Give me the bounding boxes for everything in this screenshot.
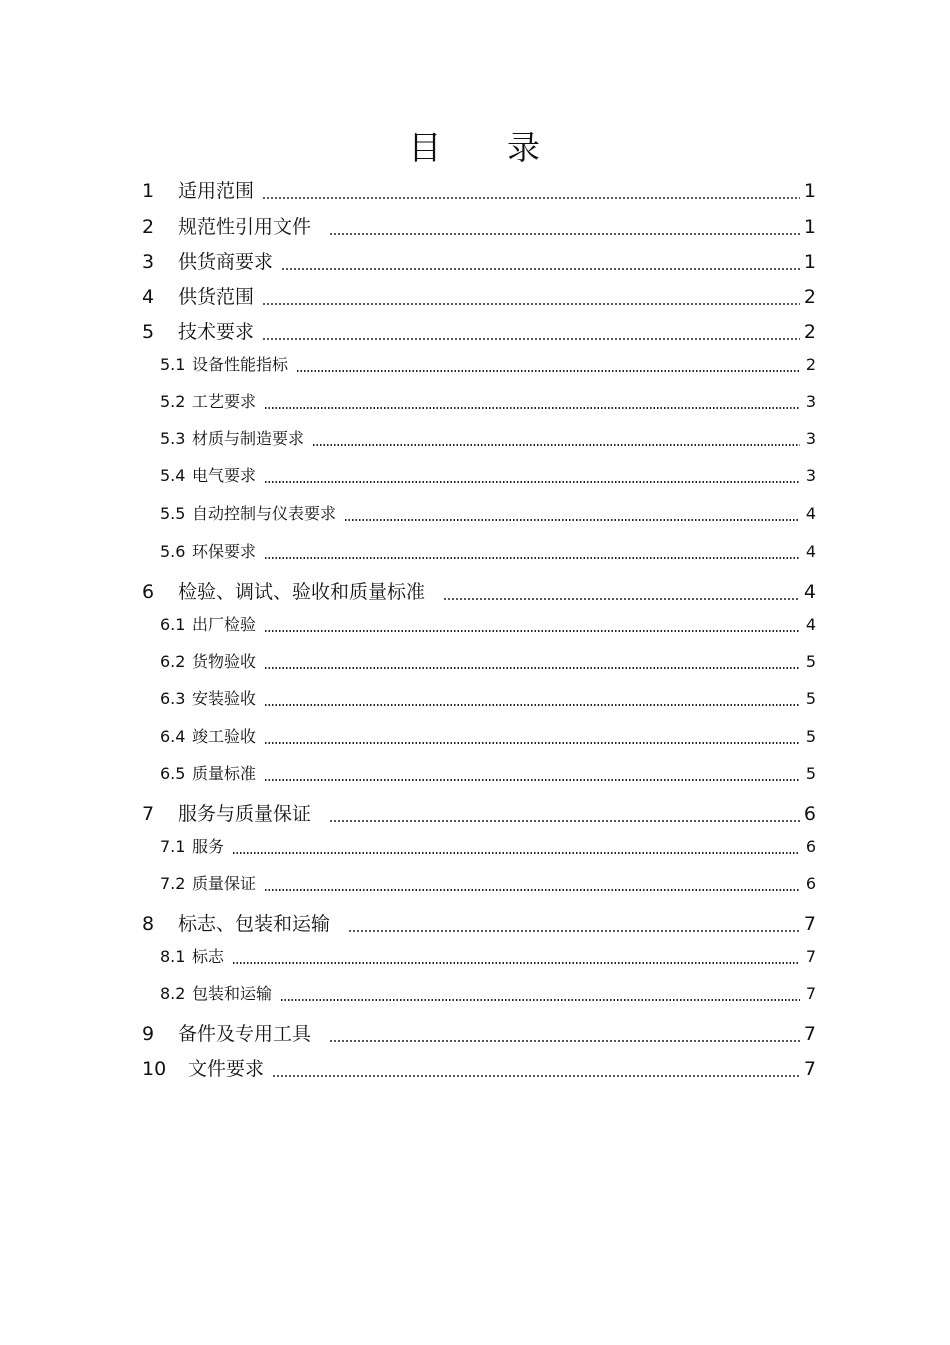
toc-leader-dots — [348, 930, 800, 932]
toc-entry-label: 设备性能指标 — [192, 355, 289, 374]
toc-entry[interactable] — [160, 426, 816, 449]
toc-entry-label: 备件及专用工具 — [178, 1023, 312, 1045]
toc-entry-number: 7.2 — [160, 874, 186, 893]
toc-entry-label: 安装验收 — [192, 689, 257, 708]
toc-leader-dots — [232, 962, 800, 964]
toc-entry[interactable] — [160, 501, 816, 524]
toc-entry[interactable] — [160, 389, 816, 412]
toc-entry-number: 6.4 — [160, 727, 186, 746]
toc-entry-label: 规范性引用文件 — [178, 216, 312, 238]
toc-entry[interactable] — [142, 1054, 816, 1081]
toc-entry-page-number: 5 — [805, 689, 816, 708]
toc-entry-page-number: 4 — [803, 581, 816, 603]
toc-leader-dots — [281, 268, 800, 270]
toc-entry-page-number: 1 — [803, 251, 816, 273]
toc-entry-label: 服务 — [192, 837, 225, 856]
toc-leader-dots — [344, 519, 800, 521]
toc-entry-label: 文件要求 — [188, 1058, 265, 1080]
toc-leader-dots — [264, 889, 800, 891]
toc-entry-page-number: 3 — [805, 429, 816, 448]
toc-entry-page-number: 2 — [805, 355, 816, 374]
toc-entry-number: 6.2 — [160, 652, 186, 671]
toc-entry-page-number: 2 — [803, 321, 816, 343]
toc-entry[interactable] — [160, 761, 816, 784]
toc-leader-dots — [264, 630, 800, 632]
toc-entry[interactable] — [142, 799, 816, 826]
toc-entry-label: 电气要求 — [192, 466, 257, 485]
title-char-2: 录 — [507, 128, 542, 167]
toc-entry-number: 7.1 — [160, 837, 186, 856]
toc-entry-label: 技术要求 — [178, 321, 255, 343]
toc-entry-page-number: 1 — [803, 216, 816, 238]
toc-entry-number: 6.3 — [160, 689, 186, 708]
toc-entry-label: 适用范围 — [178, 180, 255, 202]
toc-entry-number: 5.1 — [160, 355, 186, 374]
toc-entry-number: 7 — [142, 803, 155, 825]
toc-entry-label: 供货商要求 — [178, 251, 274, 273]
toc-leader-dots — [280, 999, 800, 1001]
toc-entry-number: 5.4 — [160, 466, 186, 485]
toc-entry[interactable] — [160, 463, 816, 486]
toc-entry[interactable] — [160, 649, 816, 672]
toc-entry-page-number: 7 — [803, 1023, 816, 1045]
toc-entry-number: 8.2 — [160, 984, 186, 1003]
toc-entry[interactable] — [142, 577, 816, 604]
toc-entry[interactable] — [160, 612, 816, 635]
toc-entry[interactable] — [142, 1019, 816, 1046]
toc-leader-dots — [329, 1040, 800, 1042]
toc-entry-label: 服务与质量保证 — [178, 803, 312, 825]
toc-leader-dots — [312, 444, 800, 446]
toc-leader-dots — [264, 481, 800, 483]
toc-leader-dots — [296, 370, 800, 372]
toc-entry-number: 4 — [142, 286, 155, 308]
toc-leader-dots — [264, 742, 800, 744]
toc-entry-number: 6.5 — [160, 764, 186, 783]
toc-entry-number: 9 — [142, 1023, 155, 1045]
toc-entry-label: 标志、包装和运输 — [178, 913, 331, 935]
toc-leader-dots — [272, 1075, 800, 1077]
toc-leader-dots — [262, 338, 800, 340]
toc-entry-label: 质量标准 — [192, 764, 257, 783]
toc-entry[interactable] — [142, 212, 816, 239]
toc-entry-number: 8.1 — [160, 947, 186, 966]
toc-leader-dots — [264, 557, 800, 559]
toc-leader-dots — [329, 233, 800, 235]
toc-entry-number: 5.6 — [160, 542, 186, 561]
toc-entry-page-number: 3 — [805, 466, 816, 485]
toc-entry[interactable] — [160, 871, 816, 894]
toc-leader-dots — [264, 667, 800, 669]
toc-entry[interactable] — [160, 539, 816, 562]
toc-leader-dots — [264, 779, 800, 781]
toc-entry-label: 自动控制与仪表要求 — [192, 504, 337, 523]
toc-entry-page-number: 5 — [805, 727, 816, 746]
toc-entry-label: 质量保证 — [192, 874, 257, 893]
toc-entry-number: 6.1 — [160, 615, 186, 634]
toc-entry-number: 1 — [142, 180, 155, 202]
toc-entry-number: 5.5 — [160, 504, 186, 523]
toc-entry[interactable] — [160, 724, 816, 747]
toc-leader-dots — [262, 197, 800, 199]
toc-entry-number: 5 — [142, 321, 155, 343]
toc-entry-page-number: 7 — [805, 947, 816, 966]
toc-leader-dots — [264, 407, 800, 409]
toc-entry-page-number: 6 — [803, 803, 816, 825]
toc-entry[interactable] — [160, 981, 816, 1004]
toc-entry-number: 3 — [142, 251, 155, 273]
toc-leader-dots — [443, 598, 800, 600]
toc-entry-number: 10 — [142, 1058, 167, 1080]
toc-entry[interactable] — [142, 909, 816, 936]
toc-entry-label: 环保要求 — [192, 542, 257, 561]
toc-entry-page-number: 5 — [805, 764, 816, 783]
toc-entry-label: 竣工验收 — [192, 727, 257, 746]
title-char-1: 目 — [408, 128, 443, 167]
toc-entry[interactable] — [142, 282, 816, 309]
toc-leader-dots — [262, 303, 800, 305]
toc-leader-dots — [232, 852, 800, 854]
toc-entry-page-number: 7 — [803, 1058, 816, 1080]
toc-entry-label: 供货范围 — [178, 286, 255, 308]
toc-entry-page-number: 1 — [803, 180, 816, 202]
toc-entry-label: 货物验收 — [192, 652, 257, 671]
toc-entry-page-number: 7 — [805, 984, 816, 1003]
toc-entry[interactable] — [160, 686, 816, 709]
toc-entry-label: 材质与制造要求 — [192, 429, 305, 448]
toc-entry[interactable] — [142, 317, 816, 344]
toc-entry-label: 工艺要求 — [192, 392, 257, 411]
toc-entry-page-number: 2 — [803, 286, 816, 308]
toc-leader-dots — [329, 820, 800, 822]
toc-entry-label: 检验、调试、验收和质量标准 — [178, 581, 426, 603]
toc-entry-page-number: 3 — [805, 392, 816, 411]
toc-entry-label: 标志 — [192, 947, 225, 966]
toc-entry[interactable] — [142, 176, 816, 203]
toc-entry[interactable] — [142, 247, 816, 274]
toc-entry-number: 5.3 — [160, 429, 186, 448]
toc-entry-page-number: 7 — [803, 913, 816, 935]
toc-entry[interactable] — [160, 834, 816, 857]
toc-entry-page-number: 5 — [805, 652, 816, 671]
toc-entry-number: 8 — [142, 913, 155, 935]
toc-leader-dots — [264, 704, 800, 706]
toc-entry-label: 包装和运输 — [192, 984, 273, 1003]
toc-entry-label: 出厂检验 — [192, 615, 257, 634]
toc-entry-page-number: 4 — [805, 615, 816, 634]
toc-entry[interactable] — [160, 352, 816, 375]
toc-entry-number: 6 — [142, 581, 155, 603]
toc-entry-page-number: 6 — [805, 874, 816, 893]
toc-entry[interactable] — [160, 944, 816, 967]
toc-entry-number: 2 — [142, 216, 155, 238]
toc-entry-number: 5.2 — [160, 392, 186, 411]
toc-entry-page-number: 4 — [805, 542, 816, 561]
toc-entry-page-number: 6 — [805, 837, 816, 856]
toc-entry-page-number: 4 — [805, 504, 816, 523]
